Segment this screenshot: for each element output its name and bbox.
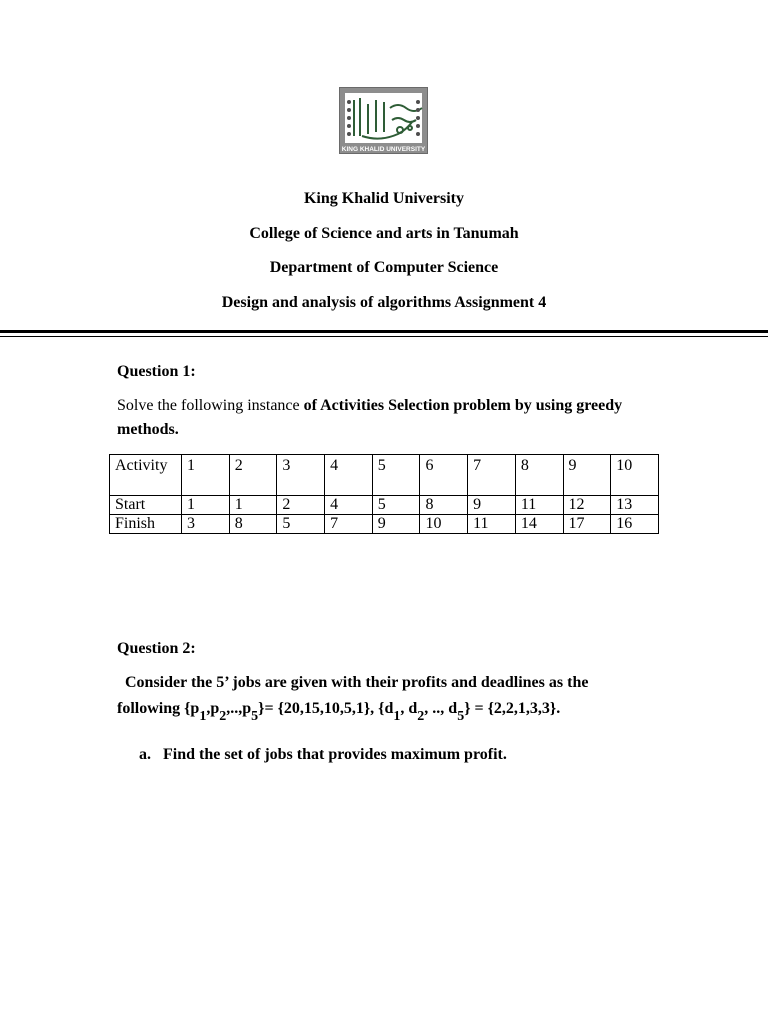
college-name: College of Science and arts in Tanumah: [249, 225, 519, 242]
table-cell: 10: [611, 455, 659, 496]
q2-text-part: }= {20,15,10,5,1}, {d: [258, 700, 394, 717]
question-1-text: [117, 394, 657, 442]
table-cell: 7: [468, 455, 516, 496]
table-cell: 7: [325, 515, 373, 534]
question-2-line-2: [117, 698, 657, 724]
q2-subscript: 5: [251, 709, 259, 724]
table-cell: 10: [420, 515, 468, 534]
table-cell: 8: [420, 496, 468, 515]
table-cell: 14: [515, 515, 563, 534]
table-cell: 13: [611, 496, 659, 515]
table-row-header: Start: [110, 496, 182, 515]
q2-subscript: 5: [457, 709, 465, 724]
department-name: Department of Computer Science: [269, 259, 499, 276]
question-2-text: [117, 672, 657, 724]
table-row: [110, 515, 659, 534]
table-cell: 5: [372, 496, 420, 515]
table-cell: 9: [468, 496, 516, 515]
table-cell: 11: [515, 496, 563, 515]
table-row-header: Activity: [110, 455, 182, 496]
table-cell: 16: [611, 515, 659, 534]
q2-subscript: 1: [393, 709, 401, 724]
q2-text-part: } = {2,2,1,3,3}.: [464, 700, 561, 717]
table-cell: 2: [277, 496, 325, 515]
table-cell: 2: [229, 455, 277, 496]
q2-subscript: 2: [219, 709, 227, 724]
svg-text:KING KHALID UNIVERSITY: KING KHALID UNIVERSITY: [341, 146, 426, 153]
question-1-text-bold: of Activities Selection problem by using greedy methods.: [117, 397, 623, 438]
question-2-line-1: Consider the 5’ jobs are given with their profits and deadlines as the: [117, 674, 589, 691]
table-cell: 8: [515, 455, 563, 496]
table-cell: 12: [563, 496, 611, 515]
activity-table: [109, 454, 659, 534]
table-cell: 5: [372, 455, 420, 496]
question-1-text-plain: Solve the following instance: [117, 397, 304, 414]
table-cell: 9: [372, 515, 420, 534]
university-logo-icon: [340, 88, 427, 153]
q2-text-part: following {p: [117, 700, 200, 717]
table-cell: 8: [229, 515, 277, 534]
table-cell: 11: [468, 515, 516, 534]
assignment-title: Design and analysis of algorithms Assignment 4: [221, 294, 547, 311]
q2-text-part: , .., d: [424, 700, 458, 717]
q2-subscript: 2: [417, 709, 425, 724]
table-cell: 17: [563, 515, 611, 534]
question-1-title: Question 1:: [117, 363, 196, 380]
header-divider: [0, 330, 768, 333]
q2-text-part: ,p: [206, 700, 220, 717]
q2-subscript: 1: [199, 709, 207, 724]
table-cell: 4: [325, 455, 373, 496]
table-cell: 6: [420, 455, 468, 496]
q2-text-part: ,..,p: [226, 700, 252, 717]
table-cell: 1: [182, 496, 230, 515]
question-2-title: Question 2:: [117, 640, 196, 657]
table-row: [110, 455, 659, 496]
table-cell: 1: [182, 455, 230, 496]
header-divider-thin: [0, 336, 768, 337]
university-name: King Khalid University: [303, 190, 465, 207]
university-logo: [339, 87, 428, 154]
table-cell: 5: [277, 515, 325, 534]
table-cell: 3: [277, 455, 325, 496]
question-2-item-a: a. Find the set of jobs that provides maximum profit.: [139, 746, 507, 763]
table-row-header: Finish: [110, 515, 182, 534]
q2-text-part: , d: [400, 700, 418, 717]
table-cell: 9: [563, 455, 611, 496]
table-cell: 4: [325, 496, 373, 515]
table-row: [110, 496, 659, 515]
table-cell: 1: [229, 496, 277, 515]
table-cell: 3: [182, 515, 230, 534]
